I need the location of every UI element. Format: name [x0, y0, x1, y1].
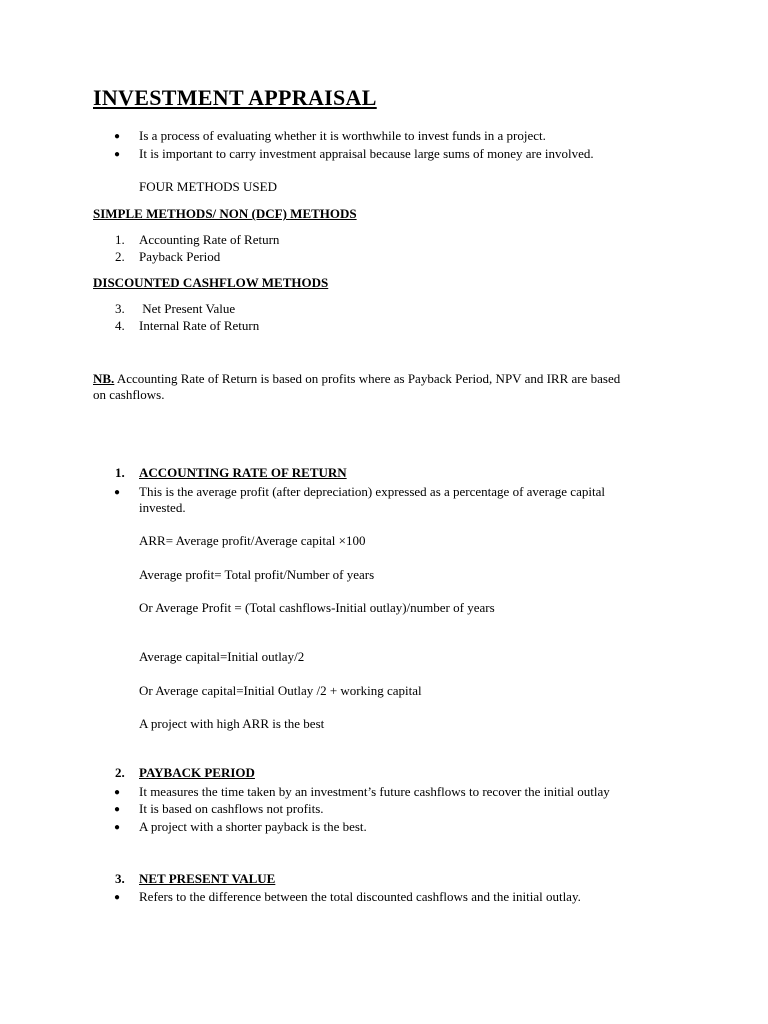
- intro-bullet-1: Is a process of evaluating whether it is worthwhile to invest funds in a project.: [139, 128, 546, 143]
- dcf-methods-heading: DISCOUNTED CASHFLOW METHODS: [93, 275, 329, 290]
- npv-heading: NET PRESENT VALUE: [139, 871, 276, 886]
- four-methods-label: FOUR METHODS USED: [139, 179, 277, 194]
- bullet-icon: ●: [114, 487, 121, 498]
- list-item: Net Present Value: [139, 301, 236, 316]
- bullet-icon: ●: [114, 892, 121, 903]
- nb-note: [93, 371, 620, 387]
- bullet-icon: ●: [114, 822, 121, 833]
- arr-heading: ACCOUNTING RATE OF RETURN: [139, 465, 347, 480]
- average-capital-alt-formula: Or Average capital=Initial Outlay /2 + working capital: [139, 683, 422, 698]
- bullet-icon: ●: [114, 149, 121, 160]
- arr-formula: ARR= Average profit/Average capital ×100: [139, 533, 366, 548]
- arr-bullet-line2: invested.: [139, 500, 186, 515]
- simple-methods-heading: SIMPLE METHODS/ NON (DCF) METHODS: [93, 206, 357, 221]
- nb-label: NB.: [93, 371, 115, 386]
- page-title: INVESTMENT APPRAISAL: [93, 85, 377, 110]
- bullet-icon: ●: [114, 787, 121, 798]
- average-profit-alt-formula: Or Average Profit = (Total cashflows-Initial outlay)/number of years: [139, 600, 495, 615]
- arr-conclusion: A project with high ARR is the best: [139, 716, 325, 731]
- intro-bullet-2: It is important to carry investment appraisal because large sums of money are involved.: [139, 146, 594, 161]
- npv-bullet-1: Refers to the difference between the total discounted cashflows and the initial outlay.: [139, 889, 581, 904]
- average-capital-formula: Average capital=Initial outlay/2: [139, 649, 305, 664]
- list-item: Internal Rate of Return: [139, 318, 260, 333]
- payback-bullet-2: It is based on cashflows not profits.: [139, 801, 324, 816]
- section-number: 1.: [115, 465, 125, 480]
- list-number: 1.: [115, 232, 125, 247]
- payback-bullet-1: It measures the time taken by an investment’s future cashflows to recover the initial outlay: [139, 784, 610, 799]
- bullet-icon: ●: [114, 131, 121, 142]
- payback-bullet-3: A project with a shorter payback is the best.: [139, 819, 367, 834]
- nb-text-line2: on cashflows.: [93, 387, 165, 402]
- list-item: Payback Period: [139, 249, 221, 264]
- list-number: 4.: [115, 318, 125, 333]
- list-number: 2.: [115, 249, 125, 264]
- nb-text: Accounting Rate of Return is based on profits where as Payback Period, NPV and IRR are based: [114, 371, 621, 386]
- section-number: 2.: [115, 765, 125, 780]
- list-item: Accounting Rate of Return: [139, 232, 280, 247]
- average-profit-formula: Average profit= Total profit/Number of years: [139, 567, 375, 582]
- list-number: 3.: [115, 301, 125, 316]
- payback-heading: PAYBACK PERIOD: [139, 765, 255, 780]
- section-number: 3.: [115, 871, 125, 886]
- bullet-icon: ●: [114, 804, 121, 815]
- arr-bullet-line1: This is the average profit (after depreciation) expressed as a percentage of average capital: [139, 484, 605, 499]
